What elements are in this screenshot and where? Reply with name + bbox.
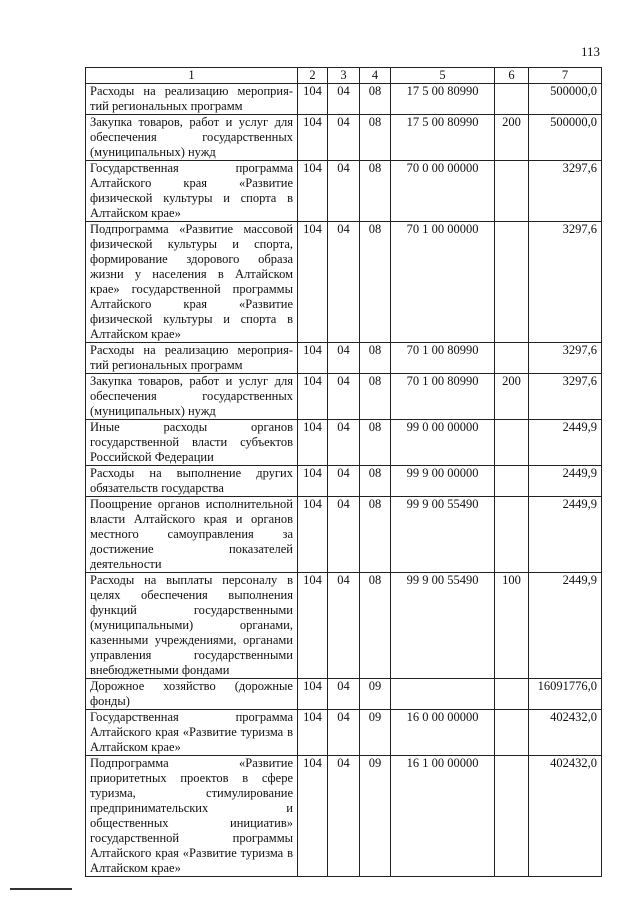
row-amount: 3297,6 <box>529 161 602 222</box>
row-ministry-code: 104 <box>298 343 328 374</box>
header-cell: 1 <box>86 68 298 84</box>
row-amount: 500000,0 <box>529 84 602 115</box>
row-expense-type <box>495 420 529 466</box>
table-row <box>86 161 602 222</box>
row-subsection-code: 08 <box>360 222 391 343</box>
table-row <box>86 115 602 161</box>
row-name: Закупка товаров, работ и услуг для обеспечения государственных (муниципальных) нужд <box>86 374 298 420</box>
row-section-code: 04 <box>328 374 360 420</box>
row-section-code: 04 <box>328 466 360 497</box>
row-section-code: 04 <box>328 222 360 343</box>
budget-table <box>85 67 602 877</box>
row-target-code: 16 1 00 00000 <box>391 756 495 877</box>
row-expense-type: 100 <box>495 573 529 679</box>
row-section-code: 04 <box>328 420 360 466</box>
row-section-code: 04 <box>328 497 360 573</box>
row-subsection-code: 08 <box>360 115 391 161</box>
row-expense-type <box>495 343 529 374</box>
row-expense-type <box>495 710 529 756</box>
row-name: Поощрение органов исполнительной власти Алтайского края и органов местного самоуправления за достижение показателей деятельности <box>86 497 298 573</box>
row-name: Иные расходы органов государственной власти субъектов Российской Федерации <box>86 420 298 466</box>
row-ministry-code: 104 <box>298 115 328 161</box>
row-expense-type: 200 <box>495 115 529 161</box>
row-section-code: 04 <box>328 679 360 710</box>
row-target-code: 70 1 00 00000 <box>391 222 495 343</box>
row-section-code: 04 <box>328 115 360 161</box>
row-subsection-code: 08 <box>360 466 391 497</box>
row-ministry-code: 104 <box>298 679 328 710</box>
row-subsection-code: 09 <box>360 756 391 877</box>
row-expense-type: 200 <box>495 374 529 420</box>
row-name: Государственная программа Алтайского края «Развитие туризма в Алтайском крае» <box>86 710 298 756</box>
row-target-code: 70 0 00 00000 <box>391 161 495 222</box>
row-subsection-code: 08 <box>360 374 391 420</box>
table-row <box>86 756 602 877</box>
row-target-code: 70 1 00 80990 <box>391 343 495 374</box>
row-target-code: 99 9 00 55490 <box>391 497 495 573</box>
row-name: Расходы на выполнение других обязательств государства <box>86 466 298 497</box>
row-amount: 2449,9 <box>529 466 602 497</box>
row-target-code: 99 0 00 00000 <box>391 420 495 466</box>
header-cell: 2 <box>298 68 328 84</box>
table-row <box>86 343 602 374</box>
row-ministry-code: 104 <box>298 84 328 115</box>
row-subsection-code: 08 <box>360 161 391 222</box>
row-ministry-code: 104 <box>298 420 328 466</box>
row-amount: 402432,0 <box>529 756 602 877</box>
row-section-code: 04 <box>328 756 360 877</box>
row-name: Расходы на выплаты персоналу в целях обеспечения выполнения функций государственными (муниципальными) органами, казенными учреждениями, органами управления государственными внебюджетными фондами <box>86 573 298 679</box>
table-row <box>86 679 602 710</box>
row-target-code: 99 9 00 00000 <box>391 466 495 497</box>
row-target-code: 17 5 00 80990 <box>391 115 495 161</box>
row-amount: 2449,9 <box>529 420 602 466</box>
row-target-code: 17 5 00 80990 <box>391 84 495 115</box>
header-cell: 6 <box>495 68 529 84</box>
row-subsection-code: 08 <box>360 573 391 679</box>
row-ministry-code: 104 <box>298 710 328 756</box>
row-subsection-code: 09 <box>360 679 391 710</box>
row-amount: 3297,6 <box>529 343 602 374</box>
row-expense-type <box>495 222 529 343</box>
row-amount: 16091776,0 <box>529 679 602 710</box>
header-cell: 4 <box>360 68 391 84</box>
row-subsection-code: 08 <box>360 420 391 466</box>
row-section-code: 04 <box>328 84 360 115</box>
row-expense-type <box>495 161 529 222</box>
row-ministry-code: 104 <box>298 756 328 877</box>
row-target-code: 70 1 00 80990 <box>391 374 495 420</box>
table-row <box>86 573 602 679</box>
row-ministry-code: 104 <box>298 497 328 573</box>
row-name: Подпрограмма «Развитие приоритетных проектов в сфере туризма, стимулирование предпринимательских и общественных инициатив» государственной программы Алтайского края «Развитие туризма в Алтайском крае» <box>86 756 298 877</box>
row-section-code: 04 <box>328 710 360 756</box>
row-expense-type <box>495 679 529 710</box>
row-ministry-code: 104 <box>298 222 328 343</box>
row-name: Подпрограмма «Развитие массовой физической культуры и спорта, формирование здорового образа жизни у населения в Алтайском крае» государственной программы Алтайского края «Развитие физической культуры и спорта в Алтайском крае» <box>86 222 298 343</box>
row-section-code: 04 <box>328 343 360 374</box>
header-cell: 7 <box>529 68 602 84</box>
row-name: Расходы на реализацию мероприя-тий региональных программ <box>86 84 298 115</box>
row-target-code <box>391 679 495 710</box>
row-amount: 2449,9 <box>529 497 602 573</box>
row-amount: 402432,0 <box>529 710 602 756</box>
row-name: Государственная программа Алтайского края «Развитие физической культуры и спорта в Алтайском крае» <box>86 161 298 222</box>
table-row <box>86 84 602 115</box>
row-ministry-code: 104 <box>298 573 328 679</box>
table-row <box>86 374 602 420</box>
page-number: 113 <box>580 44 600 59</box>
row-target-code: 99 9 00 55490 <box>391 573 495 679</box>
table-row <box>86 222 602 343</box>
row-section-code: 04 <box>328 161 360 222</box>
row-subsection-code: 08 <box>360 497 391 573</box>
row-subsection-code: 08 <box>360 343 391 374</box>
row-expense-type <box>495 756 529 877</box>
row-amount: 3297,6 <box>529 222 602 343</box>
table-row <box>86 466 602 497</box>
footer-divider <box>10 888 72 890</box>
row-amount: 3297,6 <box>529 374 602 420</box>
row-target-code: 16 0 00 00000 <box>391 710 495 756</box>
row-expense-type <box>495 466 529 497</box>
row-name: Дорожное хозяйство (дорожные фонды) <box>86 679 298 710</box>
row-ministry-code: 104 <box>298 374 328 420</box>
row-section-code: 04 <box>328 573 360 679</box>
table-row <box>86 420 602 466</box>
row-expense-type <box>495 497 529 573</box>
table-header-row <box>86 68 602 84</box>
row-amount: 500000,0 <box>529 115 602 161</box>
header-cell: 3 <box>328 68 360 84</box>
table-row <box>86 497 602 573</box>
table-row <box>86 710 602 756</box>
row-ministry-code: 104 <box>298 466 328 497</box>
row-name: Закупка товаров, работ и услуг для обеспечения государственных (муниципальных) нужд <box>86 115 298 161</box>
row-amount: 2449,9 <box>529 573 602 679</box>
row-subsection-code: 09 <box>360 710 391 756</box>
header-cell: 5 <box>391 68 495 84</box>
row-name: Расходы на реализацию мероприя-тий региональных программ <box>86 343 298 374</box>
row-ministry-code: 104 <box>298 161 328 222</box>
row-subsection-code: 08 <box>360 84 391 115</box>
row-expense-type <box>495 84 529 115</box>
